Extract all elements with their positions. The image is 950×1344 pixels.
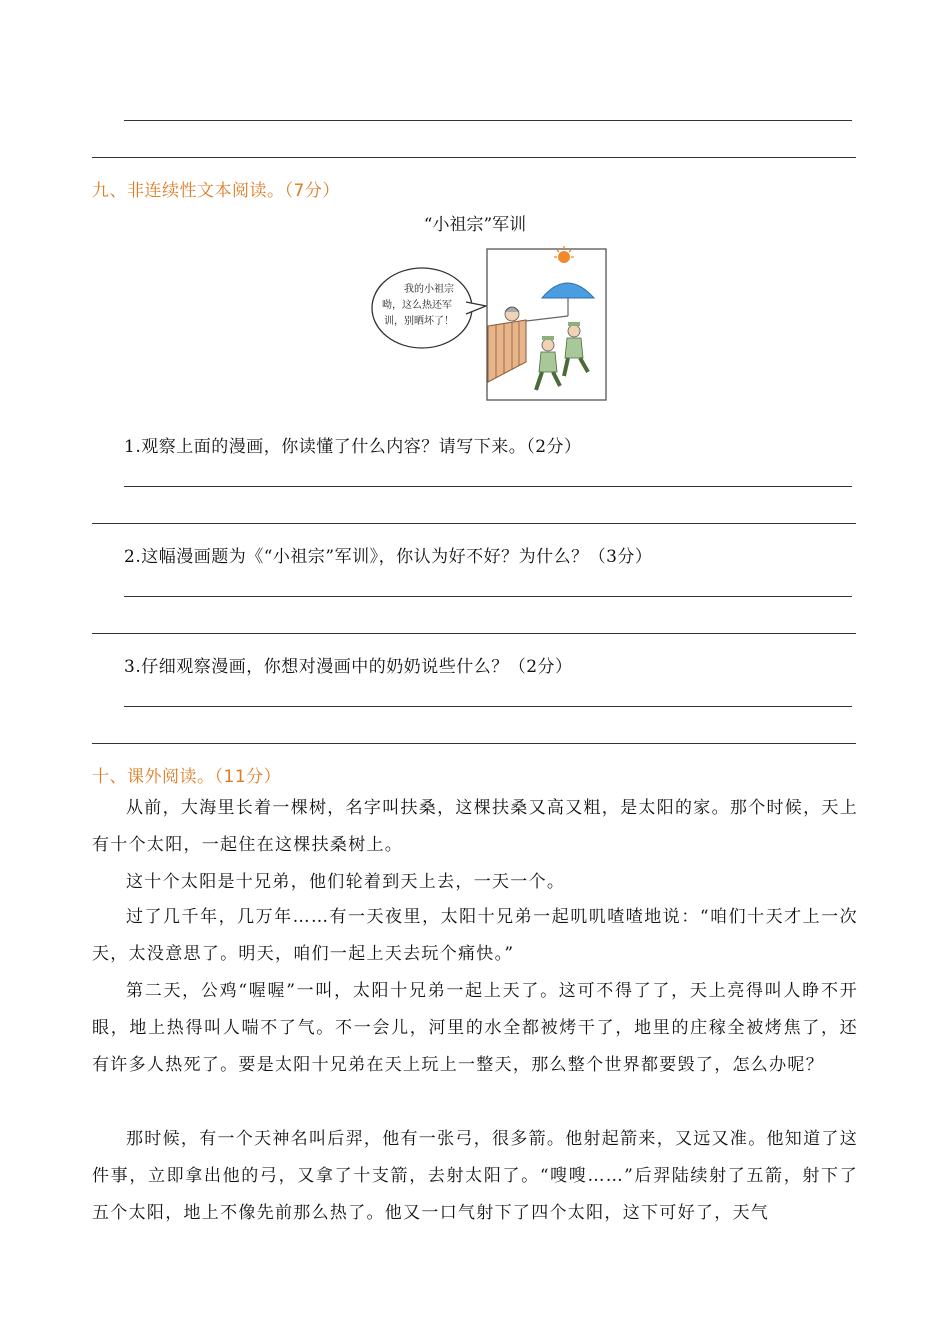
answer-line[interactable] bbox=[92, 743, 856, 744]
reading-paragraph-5: 那时候，有一个天神名叫后羿，他有一张弓，很多箭。他射起箭来，又远又准。他知道了这件事，立即拿出他的弓，又拿了十支箭，去射太阳了。“嗖嗖……”后羿陆续射了五箭，射下了五个太阳，地上不像先前那么热了。他又一口气射下了四个太阳，这下可好了，天气 bbox=[92, 1129, 858, 1223]
reading-paragraph-4: 第二天，公鸡“喔喔”一叫，太阳十兄弟一起上天了。这可不得了了，天上亮得叫人睁不开眼，地上热得叫人喘不了气。不一会儿，河里的水全都被烤干了，地里的庄稼全被烤焦了，还有许多人热死了。要是太阳十兄弟在天上玩上一整天，那么整个世界都要毁了，怎么办呢？ bbox=[92, 981, 858, 1075]
question-3: 3.仔细观察漫画，你想对漫画中的奶奶说些什么？（2分） bbox=[124, 657, 573, 677]
question-1: 1.观察上面的漫画，你读懂了什么内容？请写下来。（2分） bbox=[124, 437, 582, 457]
answer-line[interactable] bbox=[124, 706, 852, 707]
grandma-figure bbox=[505, 307, 519, 321]
answer-line bbox=[92, 157, 856, 158]
comic-illustration bbox=[368, 244, 608, 404]
reading-paragraph-2: 这十个太阳是十兄弟，他们轮着到天上去，一天一个。 bbox=[126, 872, 566, 892]
reading-paragraph-3: 过了几千年，几万年……有一天夜里，太阳十兄弟一起叽叽喳喳地说：“咱们十天才上一次天，太没意思了。明天，咱们一起上天去玩个痛快。” bbox=[92, 907, 858, 964]
comic-title: “小祖宗”军训 bbox=[423, 215, 527, 235]
question-2: 2.这幅漫画题为《“小祖宗”军训》，你认为好不好？为什么？（3分） bbox=[124, 547, 653, 567]
speech-line-2: 呦，这么热还军 bbox=[382, 300, 452, 311]
speech-line-3: 训，别晒坏了！ bbox=[384, 316, 454, 327]
section-9-heading: 九、非连续性文本阅读。（7分） bbox=[92, 181, 340, 201]
answer-line[interactable] bbox=[124, 596, 852, 597]
answer-line[interactable] bbox=[92, 633, 856, 634]
section-10-heading: 十、课外阅读。（11分） bbox=[92, 767, 282, 787]
speech-line-1: 我的小祖宗 bbox=[404, 284, 454, 295]
answer-line[interactable] bbox=[92, 523, 856, 524]
answer-line bbox=[124, 120, 852, 121]
answer-line[interactable] bbox=[124, 486, 852, 487]
reading-paragraph-1: 从前，大海里长着一棵树，名字叫扶桑，这棵扶桑又高又粗，是太阳的家。那个时候，天上有十个太阳，一起住在这棵扶桑树上。 bbox=[92, 798, 858, 855]
